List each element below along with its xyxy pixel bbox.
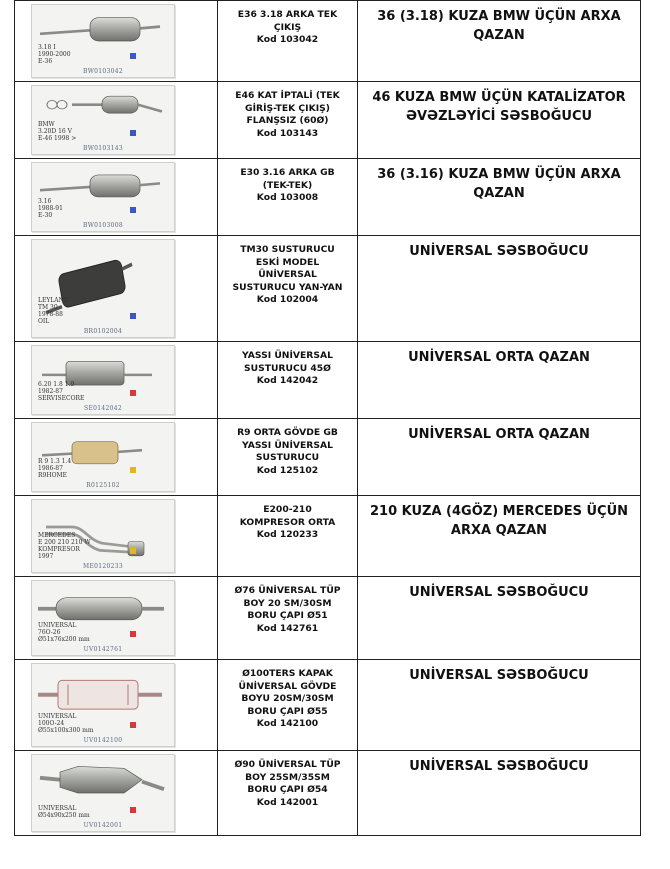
item-name-line: E30 3.16 ARKA GB (240, 167, 335, 178)
product-code-cell (218, 342, 358, 419)
item-name-line: Ø100TERS KAPAK (242, 668, 333, 679)
photo-code-label: BR0102004 (83, 328, 123, 335)
photo-spec-line: OIL (38, 318, 50, 325)
product-image-cell (15, 419, 218, 496)
item-name-line: ÜNİVERSAL (258, 269, 317, 280)
item-code: Kod 142100 (256, 718, 319, 729)
photo-spec-text (38, 805, 90, 819)
product-description: UNİVERSAL SƏSBOĞUCU (409, 759, 589, 774)
product-description: 36 (3.18) KUZA BMW ÜÇÜN ARXA QAZAN (377, 9, 621, 43)
product-description: UNİVERSAL SƏSBOĞUCU (409, 585, 589, 600)
photo-spec-line: E-36 (38, 58, 53, 65)
item-name-line: SUSTURUCU 45Ø (244, 362, 331, 374)
product-photo (31, 239, 175, 338)
photo-spec-line: 1988-91 (38, 205, 63, 212)
photo-spec-text (38, 297, 69, 325)
product-description-cell (358, 751, 641, 836)
photo-code-label: UV0142001 (83, 822, 123, 829)
item-name-line: FLANŞSIZ (60Ø) (246, 115, 329, 126)
photo-spec-line: UNIVERSAL (38, 622, 77, 629)
photo-spec-line: 3.20D 16 V (38, 128, 72, 135)
photo-spec-line: UNIVERSAL (38, 805, 77, 812)
photo-spec-line: MERCEDES (38, 532, 76, 539)
product-description-cell (358, 236, 641, 342)
product-code-cell (218, 496, 358, 577)
product-photo (31, 345, 175, 415)
photo-code-label: BW0103042 (83, 68, 123, 75)
item-code: Kod 125102 (256, 464, 319, 476)
photo-spec-line: R9HOME (38, 472, 68, 479)
item-name-line: BORU ÇAPI Ø55 (247, 705, 328, 717)
photo-spec-line: Ø55x100x300 mm (38, 727, 94, 734)
photo-spec-line: BMW (38, 121, 55, 128)
product-description-cell (358, 577, 641, 660)
product-description: 36 (3.16) KUZA BMW ÜÇÜN ARXA QAZAN (377, 167, 621, 201)
product-description-cell (358, 82, 641, 159)
product-description: UNİVERSAL SƏSBOĞUCU (409, 244, 589, 259)
item-name-line: GİRİŞ-TEK ÇIKIŞ) (245, 102, 330, 114)
product-image-cell (15, 496, 218, 577)
photo-spec-line: UNIVERSAL (38, 713, 77, 720)
item-name-line: BOY 20 SM/30SM (243, 597, 332, 609)
part-illustration (32, 86, 174, 154)
color-marker (130, 390, 136, 396)
product-description: UNİVERSAL SƏSBOĞUCU (409, 668, 589, 683)
photo-spec-line: TM 30 (38, 304, 58, 311)
product-code-cell (218, 1, 358, 82)
photo-spec-line: 1982-87 (38, 388, 63, 395)
product-photo (31, 499, 175, 573)
photo-spec-text (38, 121, 76, 142)
part-illustration (32, 163, 174, 231)
photo-spec-line: KOMPRESOR (38, 546, 80, 553)
product-code-cell (218, 751, 358, 836)
photo-spec-line: 6.20 1.8 1.9 (38, 381, 75, 388)
product-photo (31, 162, 175, 232)
photo-spec-text (38, 713, 94, 734)
item-name-line: YASSI ÜNİVERSAL (242, 350, 333, 361)
product-description-cell (358, 342, 641, 419)
photo-spec-line: 3.18 I (38, 44, 56, 51)
product-code-cell (218, 82, 358, 159)
product-photo (31, 422, 175, 492)
item-code: Kod 103042 (256, 34, 319, 45)
product-table (14, 0, 641, 836)
photo-spec-line: 100O-24 (38, 720, 65, 727)
photo-spec-line: SERVISECORE (38, 395, 85, 402)
photo-code-label: R0125102 (86, 482, 120, 489)
item-name-line: Ø76 ÜNİVERSAL TÜP (234, 585, 341, 596)
product-row (15, 82, 641, 159)
product-description-cell (358, 159, 641, 236)
color-marker (130, 722, 136, 728)
item-name-line: R9 ORTA GÖVDE GB (237, 427, 338, 438)
item-name-line: BORU ÇAPI Ø54 (247, 784, 328, 795)
product-image-cell (15, 82, 218, 159)
product-row (15, 577, 641, 660)
photo-spec-text (38, 44, 71, 65)
product-image-cell (15, 159, 218, 236)
item-name-line: Ø90 ÜNİVERSAL TÜP (234, 759, 341, 770)
color-marker (130, 467, 136, 473)
item-name-line: E200-210 (263, 504, 312, 515)
product-row (15, 751, 641, 836)
product-description: UNİVERSAL ORTA QAZAN (408, 427, 590, 442)
product-code-cell (218, 419, 358, 496)
photo-code-label: UV0142761 (83, 646, 123, 653)
product-image-cell (15, 1, 218, 82)
photo-code-label: BW0103143 (83, 145, 123, 152)
photo-spec-line: 3.16 (38, 198, 52, 205)
color-marker (130, 631, 136, 637)
product-photo (31, 85, 175, 155)
product-row (15, 1, 641, 82)
product-photo (31, 580, 175, 656)
item-name-line: TM30 SUSTURUCU (240, 244, 335, 255)
product-image-cell (15, 577, 218, 660)
product-photo (31, 754, 175, 832)
photo-spec-line: E 200 210 210 W (38, 539, 91, 546)
color-marker (130, 548, 136, 554)
item-code: Kod 142001 (256, 796, 319, 808)
photo-spec-text (38, 458, 71, 479)
product-description-cell (358, 660, 641, 751)
color-marker (130, 207, 136, 213)
product-row (15, 342, 641, 419)
product-image-cell (15, 660, 218, 751)
item-name-line: E46 KAT İPTALİ (TEK (235, 90, 340, 101)
photo-spec-text (38, 381, 84, 402)
photo-spec-line: 1997 (38, 553, 54, 560)
photo-code-label: SE0142042 (84, 405, 122, 412)
photo-code-label: ME0120233 (83, 563, 123, 570)
product-description-cell (358, 496, 641, 577)
photo-spec-line: 76O-26 (38, 629, 61, 636)
item-name-line: ESKİ MODEL (255, 256, 320, 268)
item-name-line: (TEK-TEK) (262, 179, 313, 191)
photo-spec-line: 1986-87 (38, 465, 63, 472)
photo-spec-text (38, 532, 91, 560)
item-name-line: BORU ÇAPI Ø51 (247, 610, 328, 621)
color-marker (130, 130, 136, 136)
color-marker (130, 807, 136, 813)
item-name-line: BOY 25SM/35SM (245, 771, 330, 783)
product-row (15, 419, 641, 496)
photo-spec-text (38, 198, 63, 219)
photo-spec-text (38, 622, 90, 643)
part-illustration (32, 423, 174, 491)
item-name-line: KOMPRESOR ORTA (239, 516, 336, 528)
product-row (15, 159, 641, 236)
photo-spec-line: Ø54x90x250 mm (38, 812, 90, 819)
color-marker (130, 313, 136, 319)
product-description: UNİVERSAL ORTA QAZAN (408, 350, 590, 365)
part-illustration (32, 5, 174, 77)
product-image-cell (15, 342, 218, 419)
photo-code-label: BW0103008 (83, 222, 123, 229)
photo-spec-line: Ø51x76x200 mm (38, 636, 90, 643)
photo-spec-line: 1978-88 (38, 311, 63, 318)
item-name-line: BOYU 20SM/30SM (241, 693, 334, 704)
product-photo (31, 4, 175, 78)
product-row (15, 660, 641, 751)
item-name-line: ÜNİVERSAL GÖVDE (238, 680, 337, 692)
product-description-cell (358, 419, 641, 496)
part-illustration (32, 755, 174, 831)
photo-spec-line: 1990-2000 (38, 51, 71, 58)
photo-spec-line: E-46 1998 > (38, 135, 77, 142)
item-name-line: SUSTURUCU (255, 452, 320, 463)
item-name-line: YASSI ÜNİVERSAL (242, 439, 333, 451)
catalog-sheet (14, 0, 640, 836)
product-image-cell (15, 751, 218, 836)
product-description: 46 KUZA BMW ÜÇÜN KATALİZATOR ƏVƏZLƏYİCİ SƏSBOĞUCU (372, 90, 626, 124)
photo-spec-line: LEYLAND (38, 297, 69, 304)
photo-code-label: UV0142100 (83, 737, 123, 744)
product-code-cell (218, 577, 358, 660)
part-illustration (32, 581, 174, 655)
product-image-cell (15, 236, 218, 342)
item-name-line: ÇIKIŞ (273, 21, 302, 33)
product-code-cell (218, 660, 358, 751)
item-code: Kod 120233 (256, 529, 319, 540)
product-code-cell (218, 236, 358, 342)
item-code: Kod 142761 (256, 622, 319, 634)
product-photo (31, 663, 175, 747)
product-description-cell (358, 1, 641, 82)
photo-spec-line: R 9 1.3 1.4 (38, 458, 72, 465)
item-code: Kod 103008 (256, 192, 319, 203)
part-illustration (32, 346, 174, 414)
item-name-line: E36 3.18 ARKA TEK (237, 9, 338, 20)
item-code: Kod 103143 (256, 127, 319, 139)
item-name-line: SUSTURUCU YAN-YAN (232, 281, 343, 293)
photo-spec-line: E-30 (38, 212, 53, 219)
product-description: 210 KUZA (4GÖZ) MERCEDES ÜÇÜN ARXA QAZAN (369, 504, 629, 538)
item-code: Kod 142042 (256, 375, 319, 386)
color-marker (130, 53, 136, 59)
product-row (15, 496, 641, 577)
product-row (15, 236, 641, 342)
product-code-cell (218, 159, 358, 236)
item-code: Kod 102004 (256, 294, 319, 305)
